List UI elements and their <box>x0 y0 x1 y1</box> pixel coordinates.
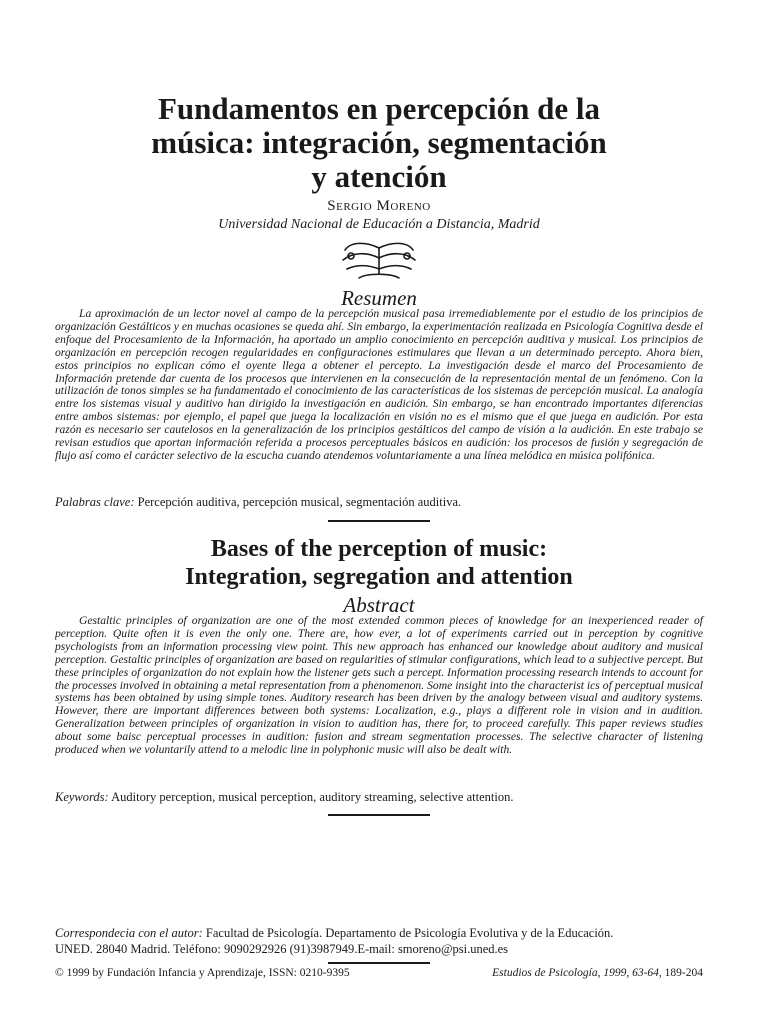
section-divider <box>328 814 430 816</box>
copyright-notice: © 1999 by Fundación Infancia y Aprendizaje, ISSN: 0210-9395 <box>55 967 350 979</box>
resumen-keywords <box>55 495 703 510</box>
footer-divider <box>328 962 430 964</box>
paper-page <box>55 0 703 1024</box>
title-line-1: Fundamentos en percepción de la <box>157 91 601 126</box>
title-line-2: música: integración, segmentación <box>151 125 607 160</box>
resumen-text: La aproximación de un lector novel al campo de la percepción musical pasa irremediablemente por el estudio de los principios de organización Gestálticos y en muchas ocasiones se queda ahí. Sin embargo, la experimentación realizada en Psicología Cognitiva desde el enfoque del Procesamiento de la Información, ha aportado un amplio conocimiento en percepción auditiva y musical. Los principios de organización en percepción recogen regularidades en configuraciones estimulares que llevan a un determinado percepto. Ahora bien, estos principios no explican cómo el oyente llega a obtener el percepto. La investigación desde el marco del Procesamiento de Información pretende dar cuenta de los procesos que intervienen en la consecución de la representación mental de un fenómeno. Con la utilización de tonos simples se ha fundamentado el conocimiento de las características de los sistemas de percepción musical. La analogía entre los sistemas visual y auditivo han dirigido la investigación en audición. Sin embargo, se han encontrado importantes diferencias entre ambos sistemas: por ejemplo, el papel que juega la localización en visión no es el mismo que el que juega en audición. Por esta razón es necesario ser cautelosos en la generalización de los principios gestálticos del campo de visión a la audición. En este trabajo se revisan estudios que aportan información referida a procesos perceptuales básicos en audición: los procesos de fusión y segregación de flujo así como el carácter selectivo de la escucha cuando atendemos voluntariamente a una línea melódica en música polifónica. <box>55 307 703 462</box>
keywords-label: Keywords: <box>55 790 109 804</box>
abstract-keywords <box>55 790 703 805</box>
correspondence-line-2: UNED. 28040 Madrid. Teléfono: 9090292926 (91)3987949.E-mail: smoreno@psi.uned.es <box>55 942 509 956</box>
abstract-heading: Abstract <box>343 593 415 617</box>
author-name: Sergio Moreno <box>327 198 431 214</box>
section-divider <box>328 520 430 522</box>
correspondence-label: Correspondecia con el autor: <box>55 926 203 940</box>
english-title-line-1: Bases of the perception of music: <box>210 536 548 562</box>
resumen-heading: Resumen <box>341 286 417 310</box>
journal-citation <box>492 967 703 979</box>
journal-name: Estudios de Psicología, 1999, 63-64, <box>492 967 662 979</box>
paper-title <box>55 92 703 194</box>
english-title <box>55 535 703 591</box>
page-range: 189-204 <box>664 967 703 979</box>
page-footer <box>55 967 703 979</box>
english-title-line-2: Integration, segregation and attention <box>185 564 573 590</box>
keywords-value: Percepción auditiva, percepción musical, segmentación auditiva. <box>137 495 462 509</box>
keywords-value: Auditory perception, musical perception, auditory streaming, selective attention. <box>111 790 514 804</box>
keywords-label: Palabras clave: <box>55 495 135 509</box>
correspondence-note <box>55 925 703 957</box>
ornament-flourish-icon <box>337 238 421 282</box>
abstract-text: Gestaltic principles of organization are one of the most extended common pieces of knowledge for an inexperienced reader of perception. Quite often it is even the only one. There are, how ever, a lot of experiments carried out in perception by cognitive psychologists from an information processing view point. This new approach has enhanced our knowledge about auditory and musical perception. Gestaltic principles of organization are based on regularities of stimular configurations, which lead to a subjective percept. But these principles of organization do not explain how the listener gets such a percept. Information processing research intends to account for the processes involved in obtaining a metal representation from a phenomenon. Some insight into the characterist ics of perceptual musical systems has been obtained by using simple tones. Auditory research has been driven by the analogy between visual and auditory systems. However, there are important differences between both systems: Localization, e.g., plays a different role in vision and in audition. Generalization between principles of organization in vision to audition has, there for, to proceed carefully. This paper reviews studies about some baisc perceptual processes in audition: fusion and stream segmentation processes. The selective character of listening produced when we voluntarily attend to a melodic line in polyphonic music will also be dealt with. <box>55 614 703 757</box>
title-line-3: y atención <box>311 159 447 194</box>
correspondence-line-1: Facultad de Psicología. Departamento de Psicología Evolutiva y de la Educación. <box>205 926 614 940</box>
author-affiliation: Universidad Nacional de Educación a Distancia, Madrid <box>218 217 540 232</box>
